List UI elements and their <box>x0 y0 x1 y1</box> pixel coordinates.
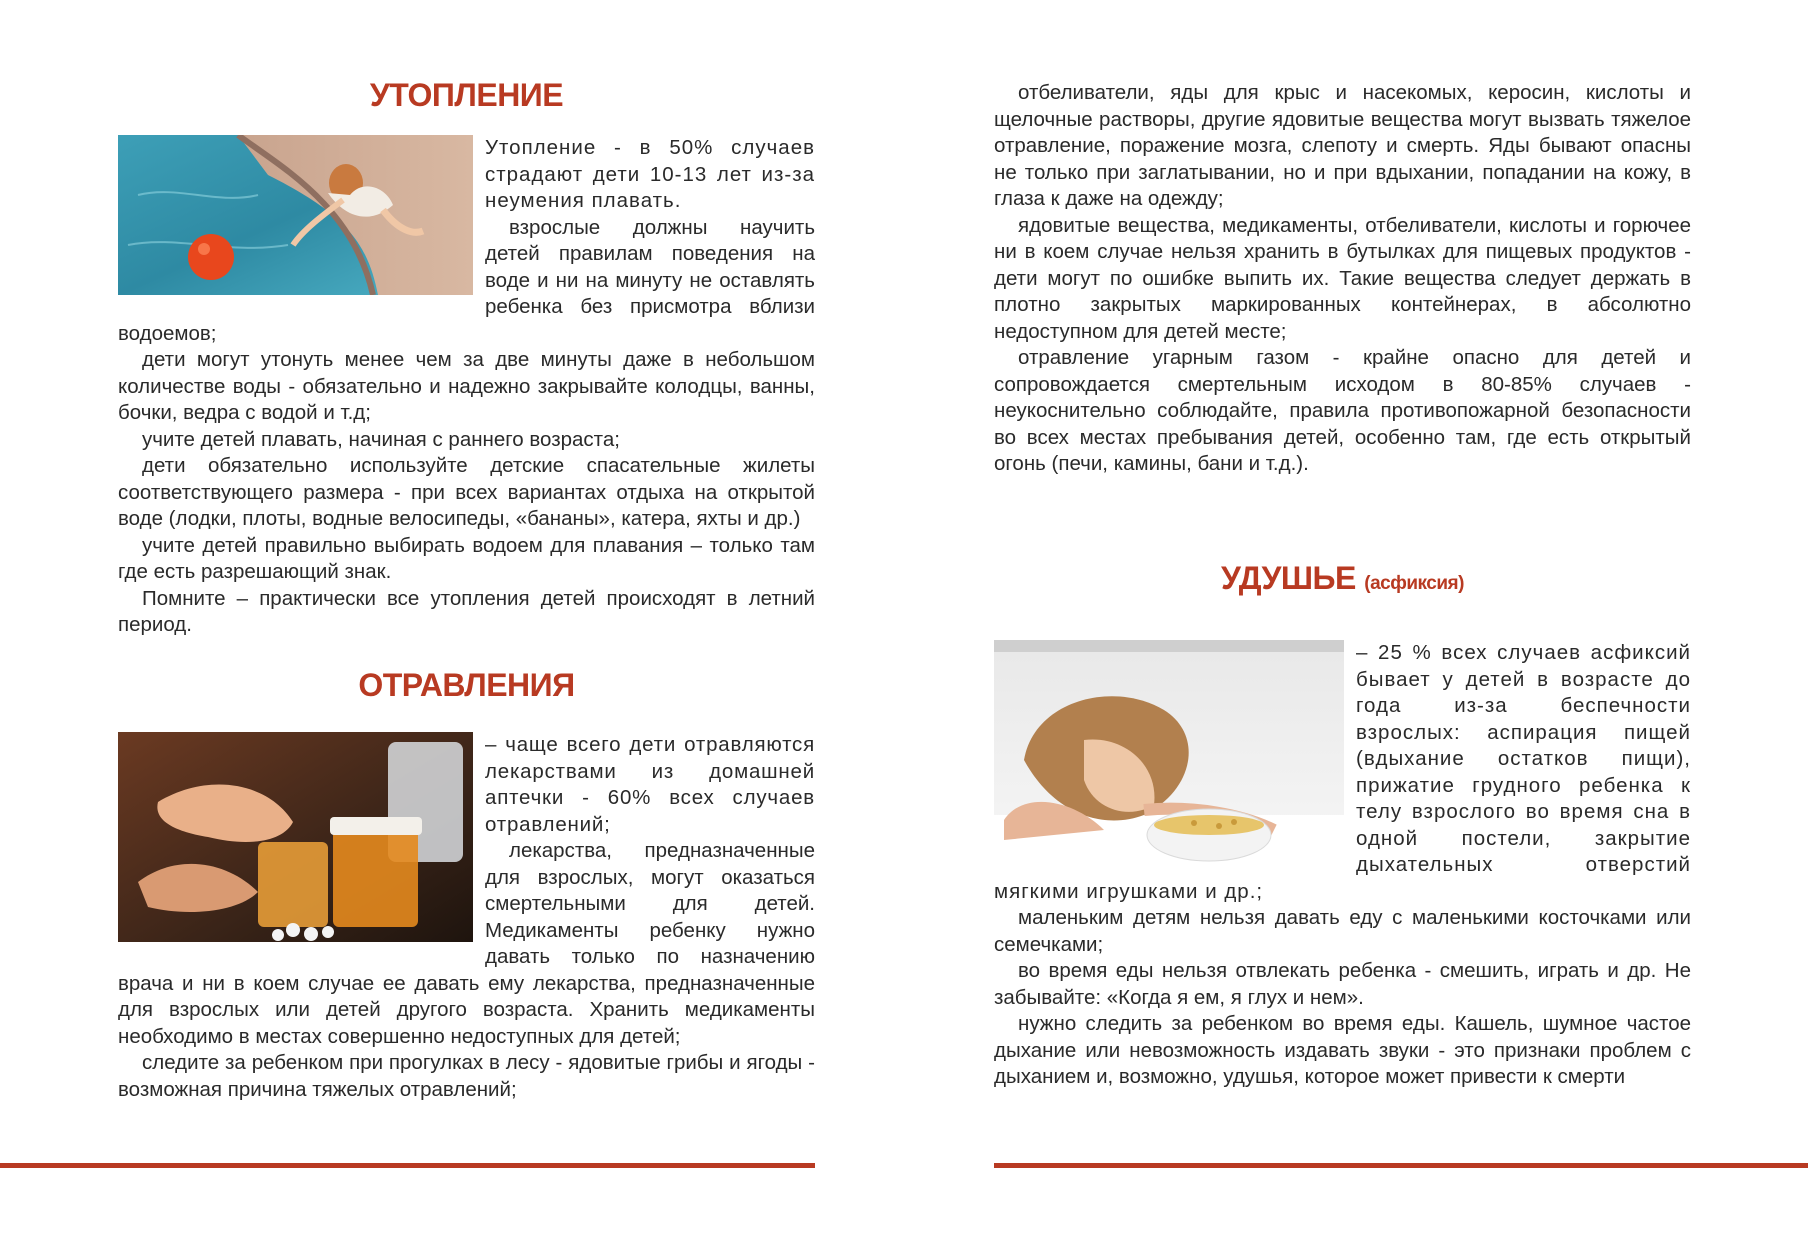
poisoning-photo <box>118 732 473 942</box>
suffocation-paragraph-2: маленьким детям нельзя давать еду с маленькими косточками или семечками; <box>994 906 1691 956</box>
drowning-photo <box>118 135 473 295</box>
poisoning-paragraph-2: лекарства, предназначенные для взрослых, могут оказаться смертельными для детей. Медикаменты ребенку нужно давать только по назначению врача и ни в коем случае ее давать ему лекарства, предназначенные для взрослых или детей другого возраста. Хранить медикаменты необходимо в местах совершенно недоступных для детей; <box>118 839 815 1048</box>
right-page <box>904 0 1808 1241</box>
pool-child-illustration <box>118 135 473 295</box>
suffocation-paragraph-1: – 25 % всех случаев асфиксий бывает у детей в возрасте до года из-за беспечности взрослых: аспирация пищей (вдыхание остатков пищи), прижатие грудного ребенка к телу взрослого во время сна в одной постели, закрытие дыхательных отверстий мягкими игрушками и др.; <box>994 641 1691 903</box>
suffocation-title-text: УДУШЬЕ <box>1221 560 1356 596</box>
drowning-paragraph-5: дети обязательно используйте детские спасательные жилеты соответствующего размера - при всех вариантах отдыха на открытой воде (лодки, плоты, водные велосипеды, «бананы», катера, яхты и др.) <box>118 454 815 530</box>
drowning-title: УТОПЛЕНИЕ <box>369 77 564 113</box>
drowning-section <box>118 135 815 639</box>
drowning-paragraph-1: Утопление - в 50% случаев страдают дети 10-13 лет из-за неумения плавать. <box>485 136 815 212</box>
drowning-paragraph-6: учите детей правильно выбирать водоем для плавания – только там где есть разрешающий знак. <box>118 533 815 583</box>
drowning-paragraph-4: учите детей плавать, начиная с раннего возраста; <box>142 427 620 451</box>
drowning-paragraph-3: дети могут утонуть менее чем за две минуты даже в небольшом количестве воды - обязательно и надежно закрывайте колодцы, ванны, бочки, ведра с водой и т.д; <box>118 348 815 424</box>
pills-illustration <box>118 732 473 942</box>
drowning-paragraph-2: взрослые должны научить детей правилам поведения на воде и ни на минуту не оставлять ребенка без присмотра вблизи водоемов; <box>118 215 815 345</box>
poisoning-paragraph-1: – чаще всего дети отравляются лекарствами из домашней аптечки - 60% всех случаев отравлений; <box>485 733 815 836</box>
suffocation-title <box>994 560 1691 598</box>
poisoning-cont-paragraph-1: отбеливатели, яды для крыс и насекомых, керосин, кислоты и щелочные растворы, другие ядовитые вещества могут вызвать тяжелое отравление, поражение мозга, слепоту и смерть. Яды бывают опасны не только при заглатывании, но и при вдыхании, попадании на кожу, в глаза к даже на одежду; <box>994 81 1691 210</box>
suffocation-paragraph-3: во время еды нельзя отвлекать ребенка - смешить, играть и др. Не забывайте: «Когда я ем, я глух и нем». <box>994 959 1691 1009</box>
suffocation-subtitle: (асфиксия) <box>1364 573 1464 594</box>
drowning-paragraph-7: Помните – практически все утопления детей происходят в летний период. <box>118 586 815 636</box>
suffocation-paragraph-4: нужно следить за ребенком во время еды. Кашель, шумное частое дыхание или невозможность издавать звуки - это признаки проблем с дыханием и, возможно, удушья, которое может привести к смерти <box>994 1012 1691 1088</box>
right-bottom-rule <box>994 1163 1808 1168</box>
suffocation-section <box>994 640 1691 1091</box>
poisoning-title: ОТРАВЛЕНИЯ <box>358 667 575 703</box>
poisoning-paragraph-3: следите за ребенком при прогулках в лесу - ядовитые грибы и ягоды - возможная причина тяжелых отравлений; <box>118 1051 815 1101</box>
child-asleep-illustration <box>994 640 1344 870</box>
poisoning-cont-paragraph-2: ядовитые вещества, медикаменты, отбеливатели, кислоты и горючее ни в коем случае нельзя хранить в бутылках для пищевых продуктов - дети могут по ошибке выпить их. Такие вещества следует держать в плотно закрытых маркированных контейнерах, в абсолютно недоступном для детей месте; <box>994 213 1691 343</box>
left-bottom-rule <box>0 1163 815 1168</box>
poisoning-cont-paragraph-3: отравление угарным газом - крайне опасно для детей и сопровождается смертельным исходом в 80-85% случаев - неукоснительно соблюдайте, правила противопожарной безопасности во всех местах пребывания детей, особенно там, где есть открытый огонь (печи, камины, бани и т.д.). <box>994 346 1691 475</box>
poisoning-section <box>118 732 815 1103</box>
suffocation-photo <box>994 640 1344 870</box>
poisoning-continued-section <box>994 80 1691 478</box>
